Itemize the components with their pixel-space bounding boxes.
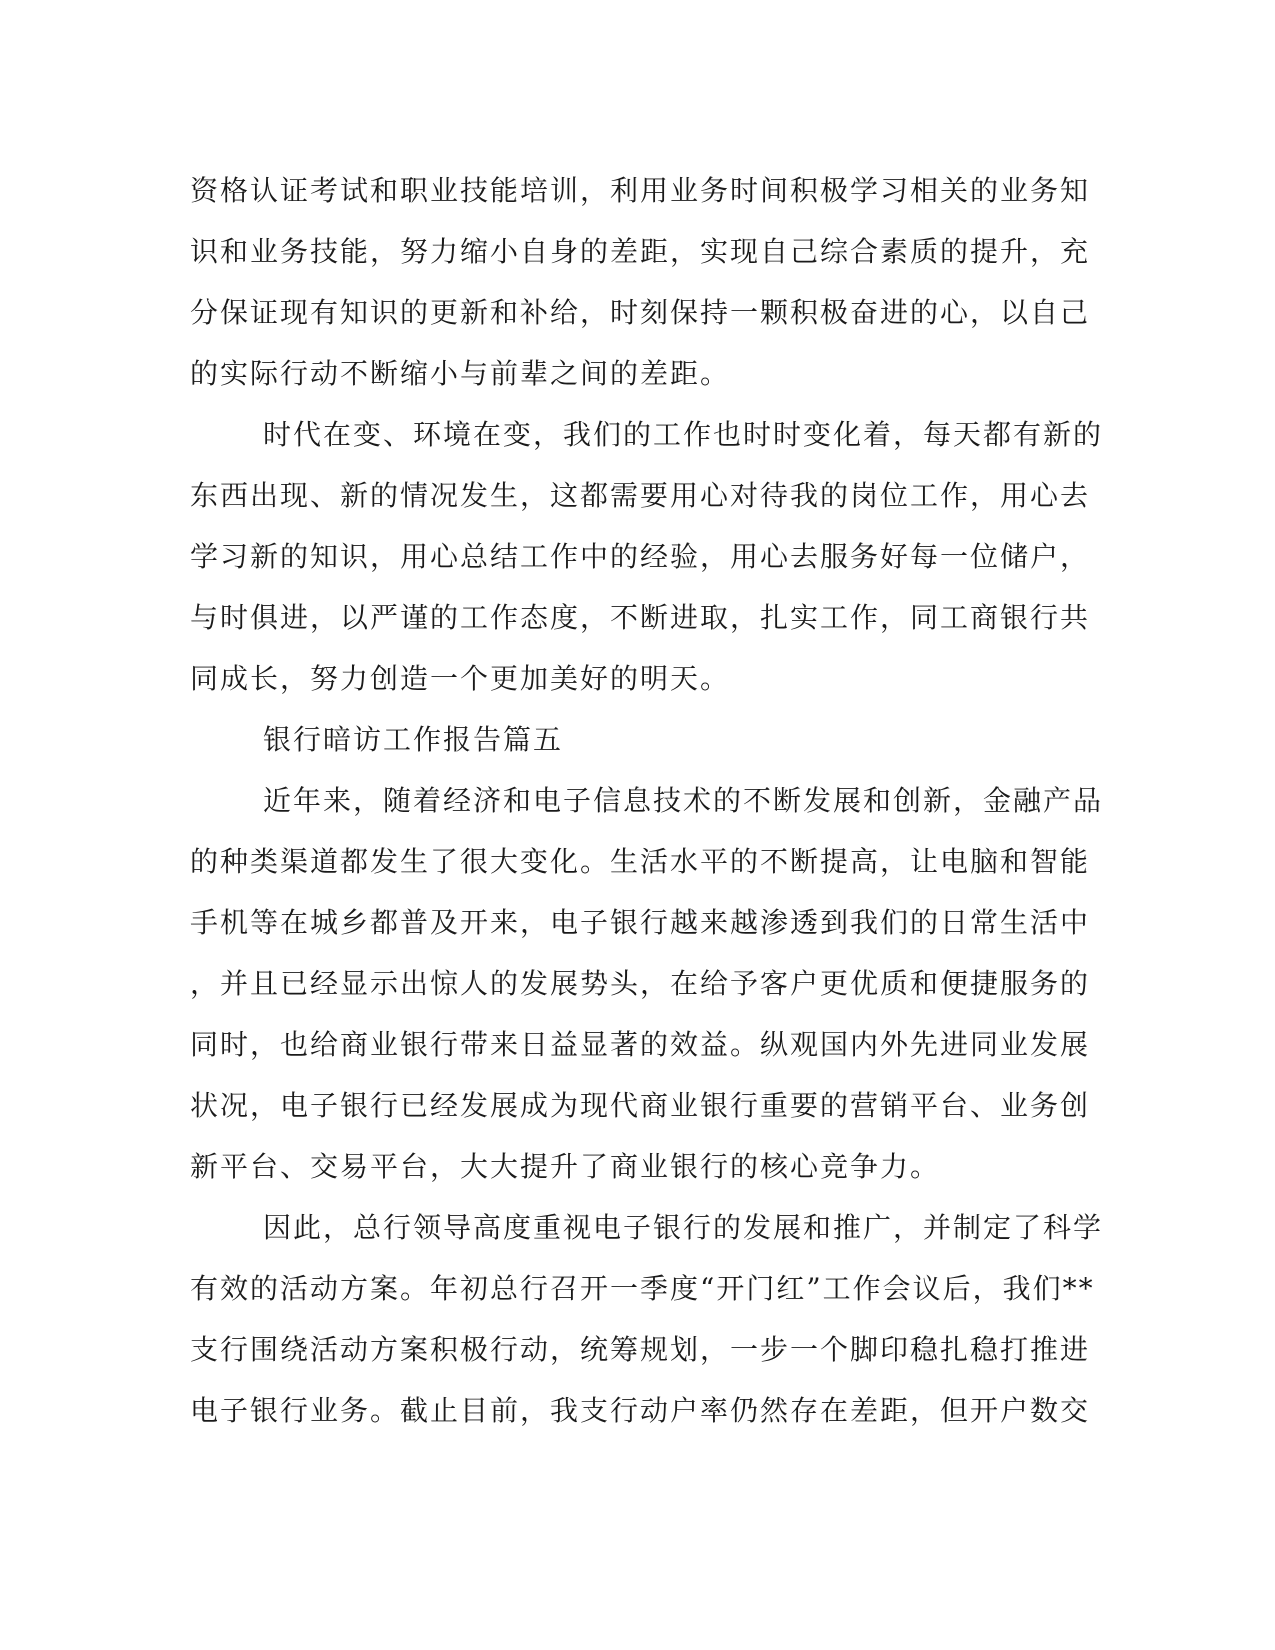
text-line: ，并且已经显示出惊人的发展势头，在给予客户更优质和便捷服务的 <box>190 967 1091 1000</box>
section-heading: 银行暗访工作报告篇五 <box>263 723 564 756</box>
text-line: 识和业务技能，努力缩小自身的差距，实现自己综合素质的提升，充 <box>190 235 1091 268</box>
document-body <box>190 160 1104 1441</box>
text-line: 同时，也给商业银行带来日益显著的效益。纵观国内外先进同业发展 <box>190 1028 1091 1061</box>
text-line: 有效的活动方案。年初总行召开一季度“开门红”工作会议后，我们** <box>190 1272 1095 1305</box>
text-line: 与时俱进，以严谨的工作态度，不断进取，扎实工作，同工商银行共 <box>190 601 1091 634</box>
text-line: 学习新的知识，用心总结工作中的经验，用心去服务好每一位储户， <box>190 540 1091 573</box>
text-line: 的种类渠道都发生了很大变化。生活水平的不断提高，让电脑和智能 <box>190 845 1091 878</box>
text-line: 电子银行业务。截止目前，我支行动户率仍然存在差距，但开户数交 <box>190 1394 1091 1427</box>
text-line: 分保证现有知识的更新和补给，时刻保持一颗积极奋进的心，以自己 <box>190 296 1091 329</box>
text-line: 支行围绕活动方案积极行动，统筹规划，一步一个脚印稳扎稳打推进 <box>190 1333 1091 1366</box>
text-line: 的实际行动不断缩小与前辈之间的差距。 <box>190 357 731 390</box>
text-line: 手机等在城乡都普及开来，电子银行越来越渗透到我们的日常生活中 <box>190 906 1091 939</box>
text-line: 状况，电子银行已经发展成为现代商业银行重要的营销平台、业务创 <box>190 1089 1091 1122</box>
text-line: 同成长，努力创造一个更加美好的明天。 <box>190 662 731 695</box>
paragraph-first-line: 时代在变、环境在变，我们的工作也时时变化着，每天都有新的 <box>263 418 1104 451</box>
text-line: 东西出现、新的情况发生，这都需要用心对待我的岗位工作，用心去 <box>190 479 1091 512</box>
paragraph-first-line: 因此，总行领导高度重视电子银行的发展和推广，并制定了科学 <box>263 1211 1104 1244</box>
paragraph-first-line: 近年来，随着经济和电子信息技术的不断发展和创新，金融产品 <box>263 784 1104 817</box>
text-line: 新平台、交易平台，大大提升了商业银行的核心竞争力。 <box>190 1150 941 1183</box>
text-line: 资格认证考试和职业技能培训，利用业务时间积极学习相关的业务知 <box>190 174 1091 207</box>
